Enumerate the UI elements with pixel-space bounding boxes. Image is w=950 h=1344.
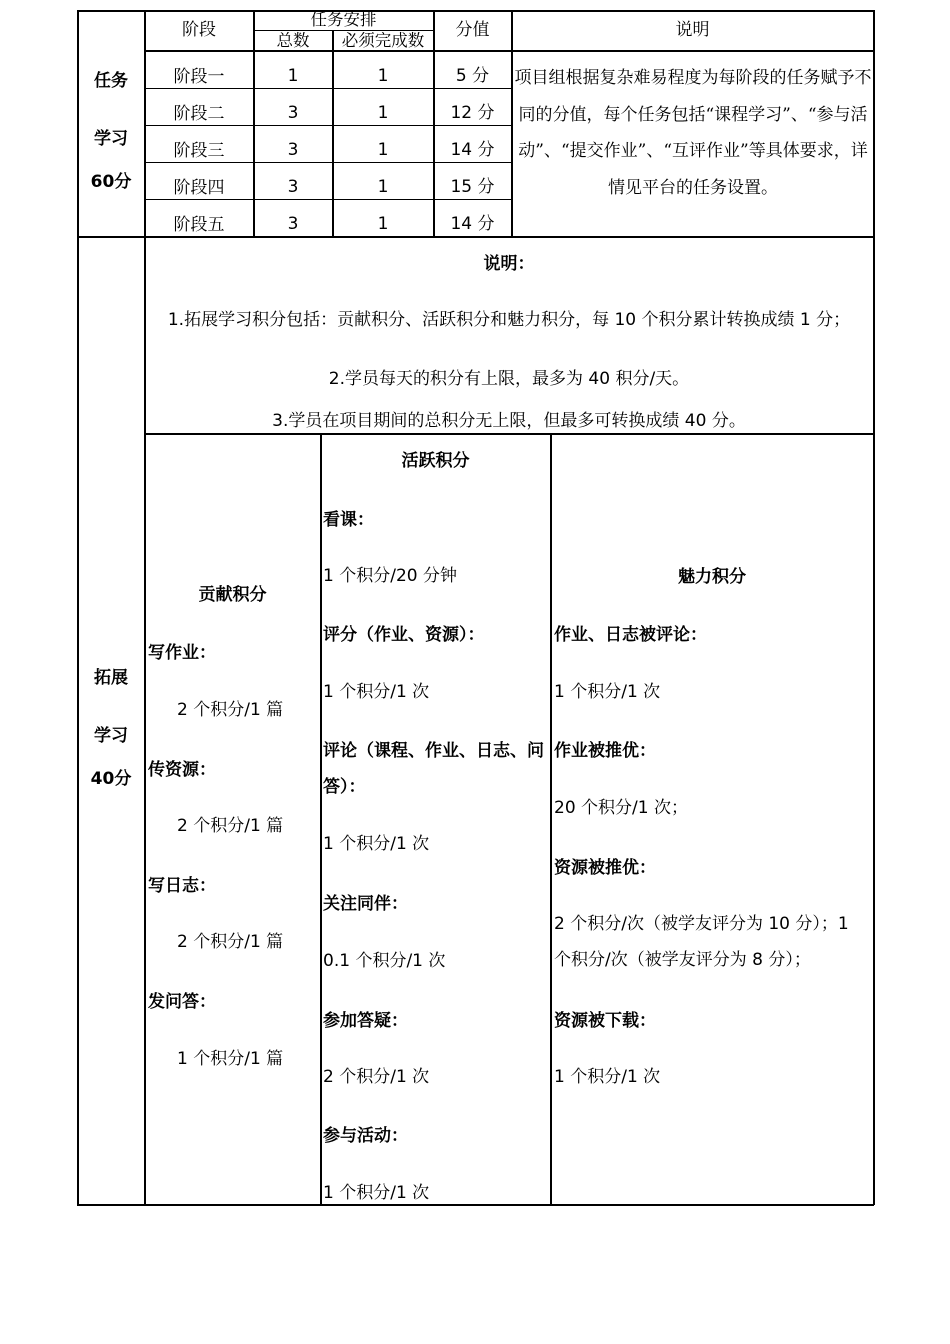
task-section-label-2: 学习 bbox=[94, 129, 128, 149]
active-item-value: 2 个积分/1 次 bbox=[323, 1067, 430, 1087]
active-item-value: 1 个积分/1 次 bbox=[323, 682, 430, 702]
charm-item-value: 20 个积分/1 次； bbox=[554, 798, 688, 818]
active-item-label: 关注同伴： bbox=[323, 894, 408, 914]
explain-item-1: 1.拓展学习积分包括：贡献积分、活跃积分和魅力积分，每 10 个积分累计转换成绩 1 分； bbox=[167, 310, 851, 330]
header-score: 分值 bbox=[455, 20, 490, 40]
score-cell: 15 分 bbox=[450, 177, 495, 197]
must-cell: 1 bbox=[377, 103, 389, 123]
task-row-line bbox=[144, 162, 511, 163]
stage-cell: 阶段五 bbox=[173, 215, 225, 235]
contribution-item-value: 1 个积分/1 篇 bbox=[177, 1049, 284, 1069]
active-item-label: 看课： bbox=[323, 510, 374, 530]
active-item-value: 1 个积分/20 分钟 bbox=[323, 566, 457, 586]
header-note: 说明 bbox=[675, 20, 710, 40]
active-item-label: 参加答疑： bbox=[323, 1011, 408, 1031]
active-item-value: 0.1 个积分/1 次 bbox=[323, 951, 446, 971]
stage-cell: 阶段四 bbox=[173, 178, 225, 198]
header-total: 总数 bbox=[276, 31, 310, 50]
explain-item-3: 3.学员在项目期间的总积分无上限，但最多可转换成绩 40 分。 bbox=[272, 411, 746, 431]
charm-item-label: 作业、日志被评论： bbox=[554, 625, 707, 645]
extended-section-label-2: 学习 bbox=[94, 726, 128, 746]
active-item-label-cont: 答）： bbox=[323, 777, 366, 797]
score-cell: 5 分 bbox=[455, 66, 490, 86]
table-border-bottom bbox=[77, 1204, 874, 1206]
contribution-item-label: 发问答： bbox=[148, 992, 216, 1012]
extended-section-label-1: 拓展 bbox=[94, 668, 128, 688]
stage-cell: 阶段三 bbox=[173, 141, 225, 161]
contribution-item-value: 2 个积分/1 篇 bbox=[177, 816, 284, 836]
section-divider bbox=[77, 236, 874, 238]
task-section-label-1: 任务 bbox=[94, 71, 128, 91]
task-col-divider-3 bbox=[433, 10, 435, 236]
score-cell: 12 分 bbox=[450, 103, 495, 123]
task-section-label-3: 60分 bbox=[90, 172, 132, 192]
header-must-complete: 必须完成数 bbox=[341, 31, 425, 50]
charm-item-label: 资源被推优： bbox=[554, 858, 656, 878]
charm-item-value-cont: 个积分/次（被学友评分为 8 分）； bbox=[554, 950, 811, 970]
active-item-value: 1 个积分/1 次 bbox=[323, 834, 430, 854]
score-cell: 14 分 bbox=[450, 214, 495, 234]
active-item-label: 评论（课程、作业、日志、问 bbox=[323, 741, 544, 761]
total-cell: 1 bbox=[287, 66, 299, 86]
active-item-value: 1 个积分/1 次 bbox=[323, 1183, 430, 1203]
total-cell: 3 bbox=[287, 177, 299, 197]
must-cell: 1 bbox=[377, 66, 389, 86]
contribution-item-value: 2 个积分/1 篇 bbox=[177, 700, 284, 720]
must-cell: 1 bbox=[377, 214, 389, 234]
explain-item-2: 2.学员每天的积分有上限，最多为 40 积分/天。 bbox=[328, 369, 690, 389]
table-border-right bbox=[873, 10, 875, 1205]
charm-item-label: 资源被下载： bbox=[554, 1011, 656, 1031]
stage-cell: 阶段一 bbox=[173, 67, 225, 87]
active-title: 活跃积分 bbox=[401, 451, 470, 471]
extended-section-label-3: 40分 bbox=[90, 769, 132, 789]
charm-item-value: 1 个积分/1 次 bbox=[554, 1067, 661, 1087]
contribution-item-label: 传资源： bbox=[148, 760, 216, 780]
total-cell: 3 bbox=[287, 140, 299, 160]
total-cell: 3 bbox=[287, 103, 299, 123]
contribution-item-value: 2 个积分/1 篇 bbox=[177, 932, 284, 952]
task-row-line bbox=[144, 125, 511, 126]
total-cell: 3 bbox=[287, 214, 299, 234]
contribution-item-label: 写日志： bbox=[148, 876, 216, 896]
header-task-arrangement: 任务安排 bbox=[310, 10, 377, 29]
task-row-line bbox=[144, 88, 511, 89]
task-col-divider-2 bbox=[332, 30, 334, 236]
active-item-label: 评分（作业、资源）： bbox=[323, 625, 485, 645]
contribution-item-label: 写作业： bbox=[148, 643, 216, 663]
contribution-title: 贡献积分 bbox=[198, 585, 267, 605]
task-note-paragraph: 项目组根据复杂难易程度为每阶段的任务赋予不同的分值，每个任务包括“课程学习”、“参与活动”、“提交作业”、“互评作业”等具体要求，详情见平台的任务设置。 bbox=[514, 68, 872, 198]
table-border-top bbox=[77, 10, 874, 12]
charm-item-value: 1 个积分/1 次 bbox=[554, 682, 661, 702]
must-cell: 1 bbox=[377, 177, 389, 197]
explain-title: 说明： bbox=[483, 254, 535, 274]
score-cell: 14 分 bbox=[450, 140, 495, 160]
stage-cell: 阶段二 bbox=[173, 104, 225, 124]
must-cell: 1 bbox=[377, 140, 389, 160]
header-stage: 阶段 bbox=[182, 20, 216, 40]
points-col-divider-2 bbox=[550, 433, 552, 1204]
charm-item-label: 作业被推优： bbox=[554, 741, 656, 761]
explain-bottom-line bbox=[144, 433, 873, 435]
charm-title: 魅力积分 bbox=[678, 567, 746, 587]
points-col-divider-1 bbox=[320, 433, 322, 1204]
active-item-label: 参与活动： bbox=[323, 1126, 408, 1146]
task-row-line bbox=[144, 199, 511, 200]
charm-item-value: 2 个积分/次（被学友评分为 10 分）；1 bbox=[554, 914, 849, 934]
